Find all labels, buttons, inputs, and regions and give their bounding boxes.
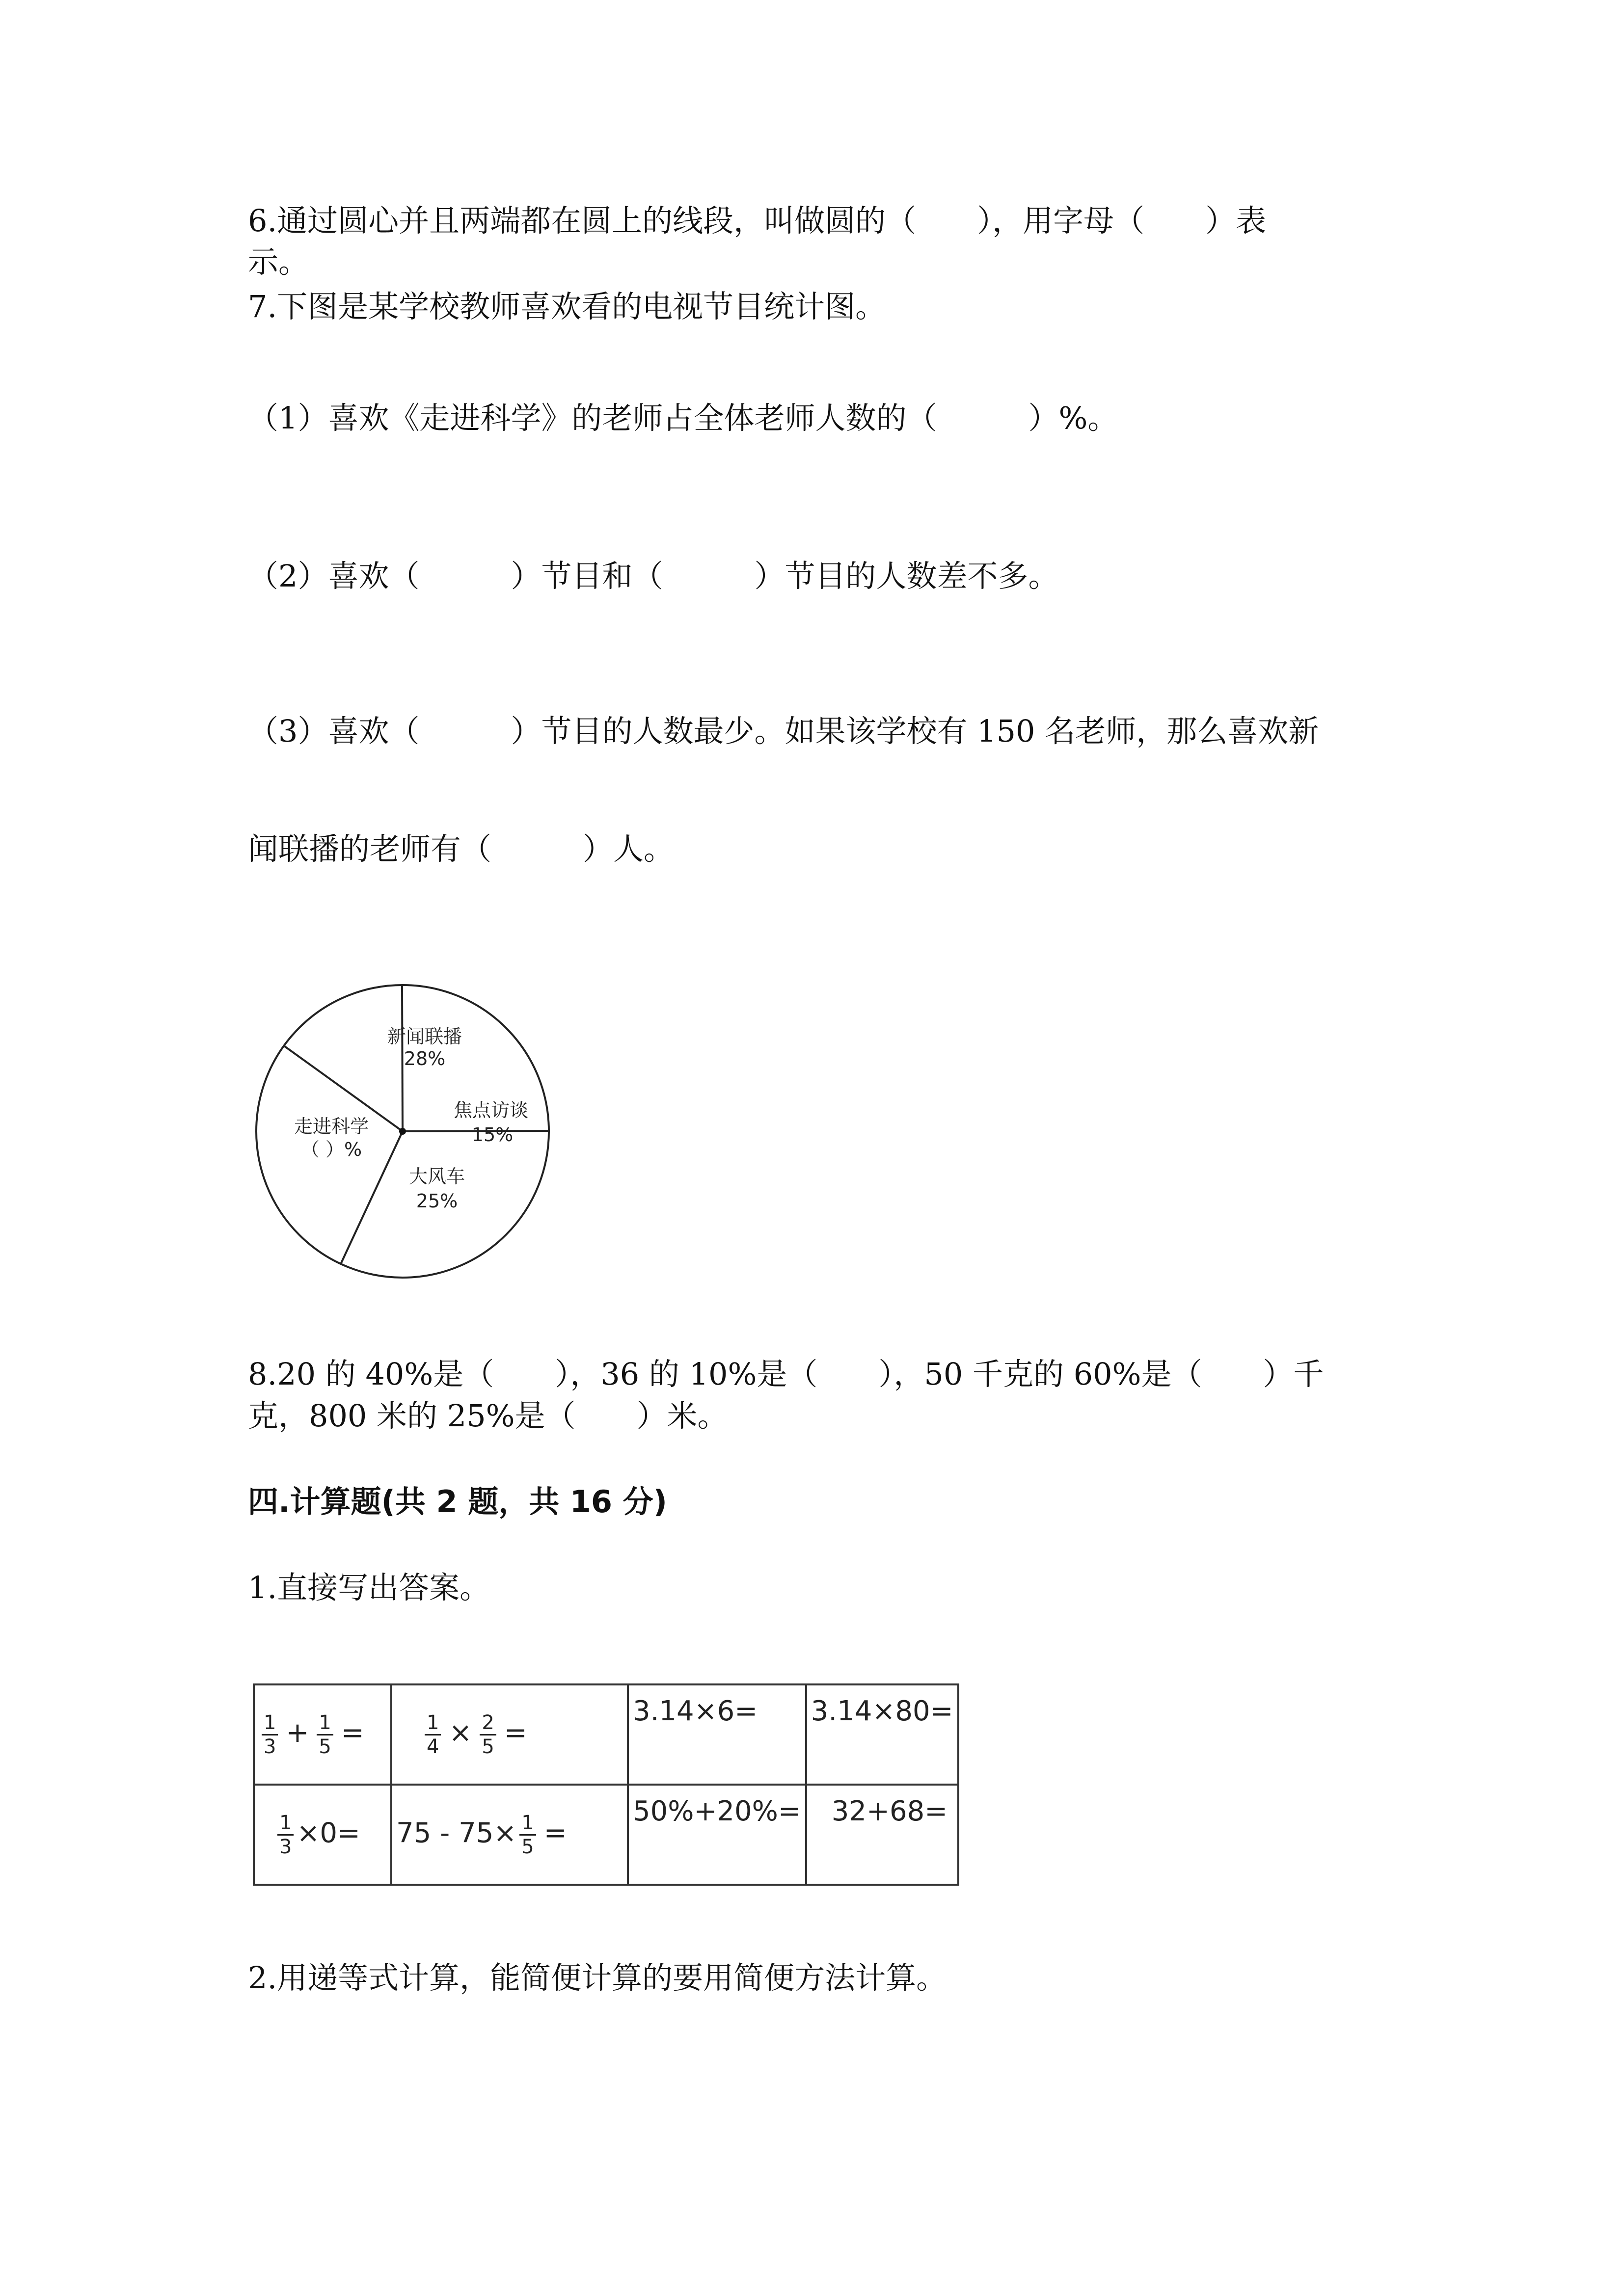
section4-heading: 四.计算题(共 2 题，共 16 分) — [248, 1484, 667, 1520]
section4-q2: 2.用递等式计算，能简便计算的要用简便方法计算。 — [248, 1960, 947, 1996]
slice-label-dafengche: 大风车 — [408, 1166, 465, 1187]
cell-2-3: 50%+20%= — [628, 1785, 806, 1885]
q6-line1: 6.通过圆心并且两端都在圆上的线段，叫做圆的（ ），用字母（ ）表 — [248, 203, 1267, 239]
q7-intro: 7.下图是某学校教师喜欢看的电视节目统计图。 — [248, 289, 886, 324]
cell-2-2: 75 - 75× $\frac{1}{5}$ = — [391, 1785, 628, 1885]
pie-chart — [248, 977, 552, 1281]
q6-line2: 示。 — [248, 244, 309, 280]
cell-1-1: $\frac{1}{3}$ + $\frac{1}{5}$ = — [254, 1684, 391, 1785]
boundary-jiaodian-dafengche — [402, 985, 403, 1131]
q7-part2: （2）喜欢（ ）节目和（ ）节目的人数差不多。 — [248, 558, 1059, 594]
table-row — [254, 1785, 958, 1885]
slice-value-jiaodian: 15% — [471, 1124, 514, 1146]
slice-value-xinwen: 28% — [404, 1048, 446, 1069]
slice-value-dafengche: 25% — [416, 1190, 458, 1212]
cell-2-1: $\frac{1}{3}$ ×0= — [254, 1785, 391, 1885]
pie-center — [399, 1128, 406, 1135]
calc-table — [253, 1683, 959, 1886]
cell-1-3: 3.14×6= — [628, 1684, 806, 1785]
q7-part1: （1）喜欢《走进科学》的老师占全体老师人数的（ ）%。 — [248, 400, 1118, 436]
q8-line1: 8.20 的 40%是（ ），36 的 10%是（ ），50 千克的 60%是（ ）千 — [248, 1356, 1324, 1392]
q8-line2: 克，800 米的 25%是（ ）米。 — [248, 1398, 728, 1434]
section4-q1: 1.直接写出答案。 — [248, 1570, 490, 1605]
fraction: $\frac{1}{4}$ — [425, 1711, 441, 1758]
fraction: $\frac{1}{5}$ — [317, 1711, 333, 1758]
fraction: $\frac{2}{5}$ — [480, 1711, 496, 1758]
slice-label-xinwen: 新闻联播 — [387, 1026, 462, 1047]
slice-label-jiaodian: 焦点访谈 — [453, 1099, 529, 1121]
cell-1-2: $\frac{1}{4}$ × $\frac{2}{5}$ = — [391, 1684, 628, 1785]
fraction: $\frac{1}{3}$ — [277, 1812, 294, 1858]
slice-value-zoujin: （ ）% — [300, 1139, 362, 1160]
cell-2-4: 32+68= — [806, 1785, 958, 1885]
table-row — [254, 1684, 958, 1785]
q7-part3-line2: 闻联播的老师有（ ）人。 — [248, 831, 675, 867]
fraction: $\frac{1}{3}$ — [262, 1711, 278, 1758]
cell-1-4: 3.14×80= — [806, 1684, 958, 1785]
q7-part3-line1: （3）喜欢（ ）节目的人数最少。如果该学校有 150 名老师，那么喜欢新 — [248, 713, 1319, 749]
slice-label-zoujin: 走进科学 — [294, 1116, 369, 1137]
fraction: $\frac{1}{5}$ — [519, 1812, 536, 1858]
